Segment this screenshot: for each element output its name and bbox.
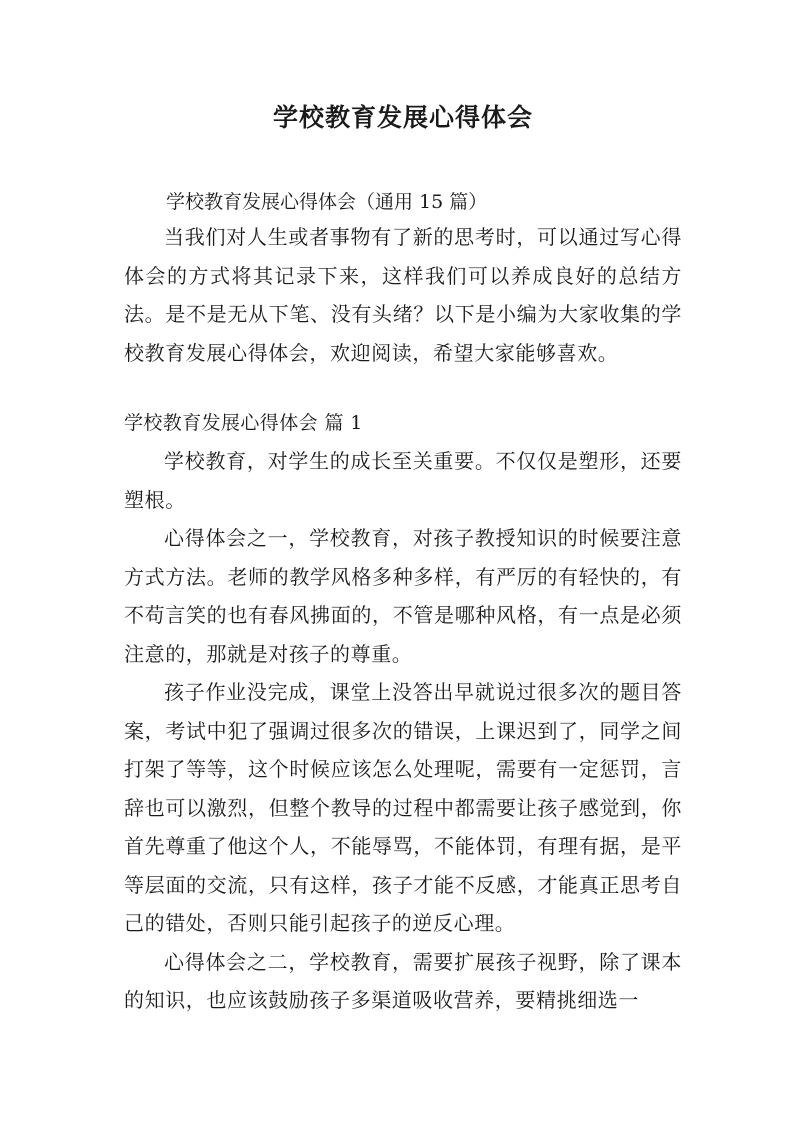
body-paragraph-4: 心得体会之二，学校教育，需要扩展孩子视野，除了课本的知识，也应该鼓励孩子多渠道吸收营养，要精挑细选一 bbox=[124, 949, 682, 1012]
document-title: 学校教育发展心得体会 bbox=[272, 103, 533, 132]
body-paragraph-1: 学校教育，对学生的成长至关重要。不仅仅是塑形，还要塑根。 bbox=[124, 449, 682, 512]
section-heading: 学校教育发展心得体会 篇 1 bbox=[124, 412, 363, 434]
body-paragraph-2: 心得体会之一，学校教育，对孩子教授知识的时候要注意方式方法。老师的教学风格多种多样，有严厉的有轻快的，有不苟言笑的也有春风拂面的，不管是哪种风格，有一点是必须注意的，那就是对孩子的尊重。 bbox=[124, 526, 682, 666]
intro-heading: 学校教育发展心得体会（通用 15 篇） bbox=[166, 191, 488, 213]
intro-paragraph: 当我们对人生或者事物有了新的思考时，可以通过写心得体会的方式将其记录下来，这样我们可以养成良好的总结方法。是不是无从下笔、没有头绪？以下是小编为大家收集的学校教育发展心得体会，欢迎阅读，希望大家能够喜欢。 bbox=[124, 225, 682, 365]
body-paragraph-3: 孩子作业没完成，课堂上没答出早就说过很多次的题目答案，考试中犯了强调过很多次的错误，上课迟到了，同学之间打架了等等，这个时候应该怎么处理呢，需要有一定惩罚，言辞也可以激烈，但整个教导的过程中都需要让孩子感觉到，你首先尊重了他这个人，不能辱骂，不能体罚，有理有据，是平等层面的交流，只有这样，孩子才能不反感，才能真正思考自己的错处，否则只能引起孩子的逆反心理。 bbox=[124, 680, 682, 935]
